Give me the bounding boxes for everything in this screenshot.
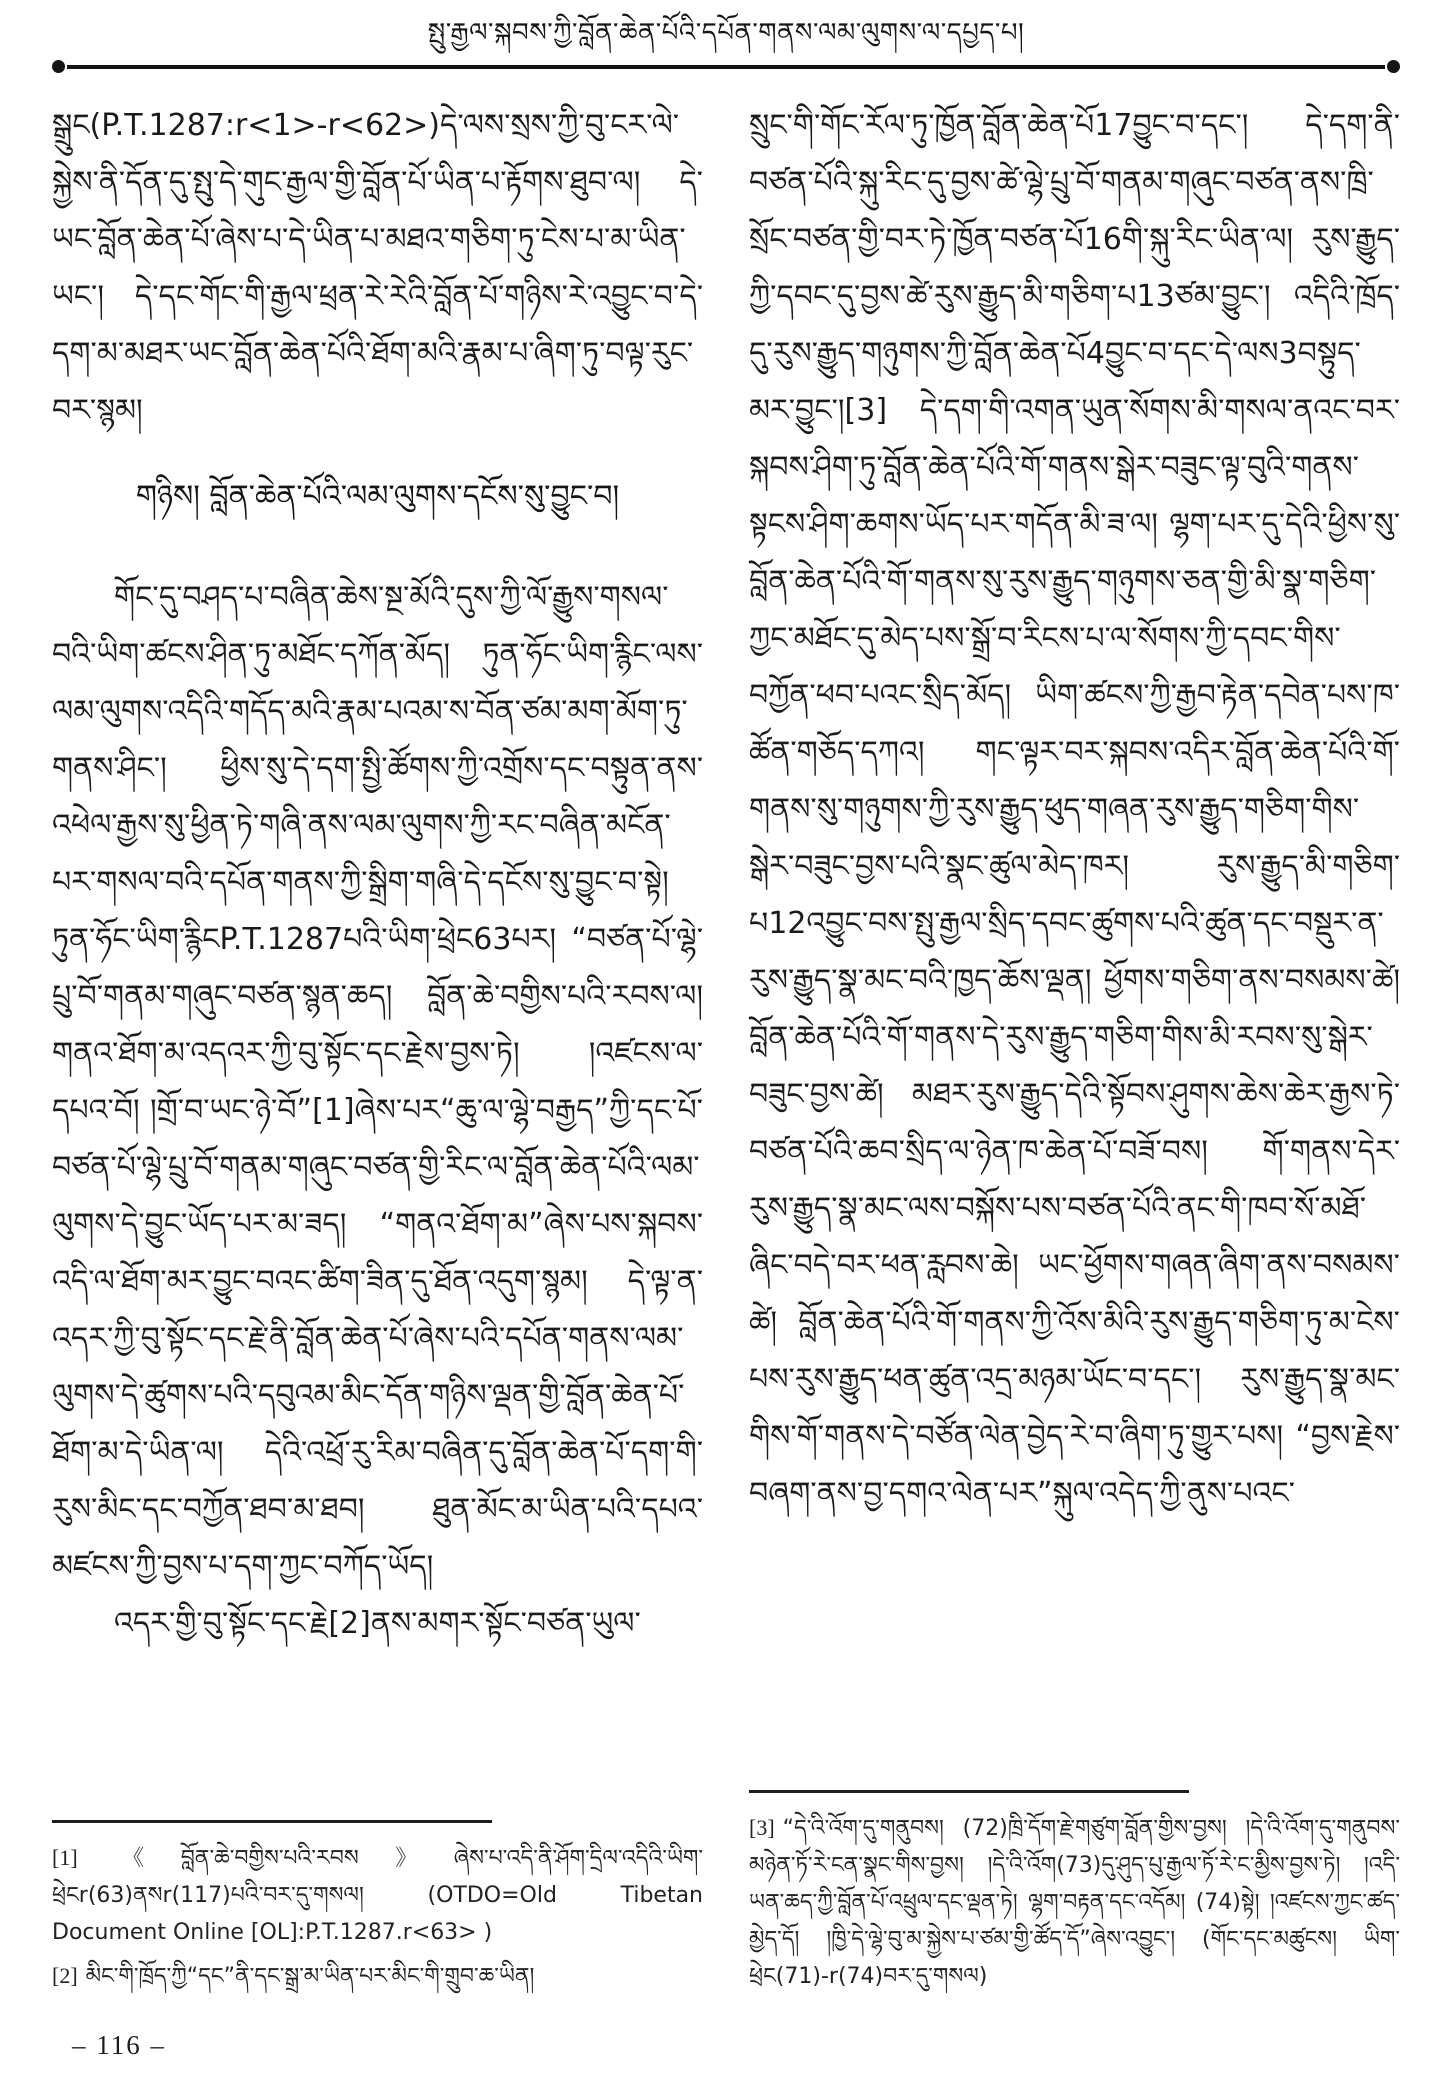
paragraph-3: འདར་གྱི་བུ་སྟོང་དང་རྗེ[2]ནས་མགར་སྟོང་བཙན་ཡུལ་ <box>114 1606 641 1641</box>
page-title: སྤུ་རྒྱལ་སྐབས་ཀྱི་བློན་ཆེན་པོའི་དཔོན་གནས་ལམ་ལུགས་ལ་དཔྱད་པ། <box>427 18 1025 48</box>
footnote-1-text: 《བློན་ཆེ་བགྱིས་པའི་རབས》ཞེས་པ་འདི་ནི་ཤོག་དྲིལ་འདིའི་ཡིག་ཕྲེངr(63)ནསr(117)པའི་བར་དུ་གསལ། (OTDO=Old Tibetan Document Online [OL]:P.T.1287.r<63> ) <box>52 1846 703 1945</box>
rule-left-dot <box>52 60 65 73</box>
right-footnotes <box>749 1790 1400 2027</box>
footnote-3 <box>749 1809 1400 1995</box>
page-header <box>52 16 1400 73</box>
paragraph-2: གོང་དུ་བཤད་པ་བཞིན་ཆེས་སྔ་མོའི་དུས་ཀྱི་ལོ་རྒྱུས་གསལ་བའི་ཡིག་ཚངས་ཤིན་ཏུ་མཐོང་དཀོན་མོད། ཏུན་ཧོང་ཡིག་རྙིང་ལས་ལམ་ལུགས་འདིའི་གདོད་མའི་རྣམ་པའམ་ས་བོན་ཙམ་མག་མོག་ཏུ་གནས་ཤིང་། ཕྱིས་སུ་དེ་དག་སྤྱི་ཚོགས་ཀྱི་འགྲོས་དང་བསྟུན་ནས་འཕེལ་རྒྱས་སུ་ཕྱིན་ཏེ་གཞི་ནས་ལམ་ལུགས་ཀྱི་རང་བཞིན་མངོན་པར་གསལ་བའི་དཔོན་གནས་ཀྱི་སྒྲིག་གཞི་དེ་དངོས་སུ་བྱུང་བ་སྟེ། ཏུན་ཧོང་ཡིག་རྙིངP.T.1287པའི་ཡིག་ཕྲེང63པར། “བཙན་པོ་ལྷེ་པྲུ་བོ་གནམ་གཞུང་བཙན་སྙན་ཆད། བློན་ཆེ་བགྱིས་པའི་རབས་ལ། གནའ་ཐོག་མ་འདའར་ཀྱི་བུ་སྟོང་དང་རྗེས་བྱས་ཏེ། །འཛངས་ལ་དཔའ་བོ། །གྲོ་བ་ཡང་ཉེ་བོ”[1]ཞེས་པར“ཆུ་ལ་ལྷེ་བརྒྱད”ཀྱི་དང་པོ་བཙན་པོ་ལྷེ་པྲུ་བོ་གནམ་གཞུང་བཙན་གྱི་རིང་ལ་བློན་ཆེན་པོའི་ལམ་ལུགས་དེ་བྱུང་ཡོད་པར་མ་ཟད། “གནའ་ཐོག་མ”ཞེས་པས་སྐབས་འདི་ལ་ཐོག་མར་བྱུང་བའང་ཚིག་ཟིན་དུ་ཐོན་འདུག་སྙམ། དེ་ལྟ་ན་འདར་ཀྱི་བུ་སྟོང་དང་རྗེ་ནི་བློན་ཆེན་པོ་ཞེས་པའི་དཔོན་གནས་ལམ་ལུགས་དེ་ཚུགས་པའི་དབུའམ་མིང་དོན་གཉིས་ལྡན་གྱི་བློན་ཆེན་པོ་ཐོག་མ་དེ་ཡིན་ལ། དེའི་འཕྲོ་རུ་རིམ་བཞིན་དུ་བློན་ཆེན་པོ་དག་གི་རུས་མིང་དང་བཀྱོན་ཐབ་མ་ཐབ། ཐུན་མོང་མ་ཡིན་པའི་དཔའ་མཛངས་ཀྱི་བྱས་པ་དག་ཀྱང་བཀོད་ཡོད། <box>52 580 703 1584</box>
paragraph-continuation: སྒྲུང(P.T.1287:r<1>-r<62>)དེ་ལས་སྲས་ཀྱི་བུ་ངར་ལེ་སྐྱེས་ནི་དོན་དུ་སྤུ་དེ་གུང་རྒྱལ་གྱི་བློན་པོ་ཡིན་པ་རྟོགས་ཐུབ་ལ། དེ་ཡང་བློན་ཆེན་པོ་ཞེས་པ་དེ་ཡིན་པ་མཐའ་གཅིག་ཏུ་ངེས་པ་མ་ཡིན་ཡང་། དེ་དང་གོང་གི་རྒྱལ་ཕྲན་རེ་རེའི་བློན་པོ་གཉིས་རེ་འབྱུང་བ་དེ་དག་མ་མཐར་ཡང་བློན་ཆེན་པོའི་ཐོག་མའི་རྣམ་པ་ཞིག་ཏུ་བལྟ་རུང་བར་སྙམ། <box>52 108 703 428</box>
footnote-3-text: “དེ་འི་འོག་དུ་གནུབས། (72)ཁྲི་དོག་རྗེ་གཙུག་བློན་གྱིས་བྱས། །དེ་འི་འོག་དུ་གནུབས་མཉེན་ཏོ་རེ་ངན་སྣང་གིས་བྱས། །དེ་འི་འོག(73)དུ་ཤུད་པུ་རྒྱལ་ཏོ་རེ་ང་མྱིས་བྱས་ཏེ། །འདི་ཡན་ཆད་ཀྱི་བློན་པོ་འཕྲུལ་དང་ལྡན་ཏེ། ལྷག་བརྟན་དང་འདོམ། (74)སྟེ། །འཛངས་ཀྱང་ཚད་མྱེད་དོ། །ཁྱི་དེ་ལྷེ་བུ་མ་སྐྱེས་པ་ཙམ་གྱི་ཚོད་དོ”ཞེས་འབྱུང་། (གོང་དང་མཚུངས། ཡིག་ཕྲེང(71)-r(74)བར་དུ་གསལ) <box>749 1816 1400 1989</box>
page-number: – 116 – <box>72 2030 166 2060</box>
footnote-2 <box>52 1957 703 1995</box>
right-column <box>749 97 1400 2027</box>
left-footnotes <box>52 1820 703 2027</box>
footnote-1-marker: [1] <box>52 1845 78 1870</box>
two-column-body <box>52 97 1400 2027</box>
footnote-2-marker: [2] <box>52 1963 78 1988</box>
header-rule <box>52 60 1400 73</box>
footnote-3-marker: [3] <box>749 1815 775 1840</box>
footnote-divider-left <box>52 1820 492 1823</box>
section-heading: གཉིས། བློན་ཆེན་པོའི་ལམ་ལུགས་དངོས་སུ་བྱུང་བ། <box>135 479 620 514</box>
footnote-2-text: མིང་གི་ཁྲོད་ཀྱི“དང”ནི་དང་སྒྲ་མ་ཡིན་པར་མིང་གི་གྲུབ་ཆ་ཡིན། <box>85 1964 535 1989</box>
left-column <box>52 97 703 2027</box>
footnote-1 <box>52 1839 703 1951</box>
paragraph-right-continuation: སྲུང་གི་གོང་རོལ་ཏུ་ཁྱོན་བློན་ཆེན་པོ17བྱུང་བ་དང་། དེ་དག་ནི་བཙན་པོའི་སྐུ་རིང་དུ་བྱས་ཚེ་ལྷེ་པྲུ་བོ་གནམ་གཞུང་བཙན་ནས་ཁྲི་སྲོང་བཙན་གྱི་བར་ཏེ་ཁྱོན་བཙན་པོ16གི་སྐུ་རིང་ཡིན་ལ། རུས་རྒྱུད་ཀྱི་དབང་དུ་བྱས་ཚེ་རུས་རྒྱུད་མི་གཅིག་པ13ཙམ་བྱུང་། འདིའི་ཁྲོད་དུ་རུས་རྒྱུད་གཉུགས་ཀྱི་བློན་ཆེན་པོ4བྱུང་བ་དང་དེ་ལས3བསྟུད་མར་བྱུང་།[3] དེ་དག་གི་འགན་ཡུན་སོགས་མི་གསལ་ནའང་བར་སྐབས་ཤིག་ཏུ་བློན་ཆེན་པོའི་གོ་གནས་སྒེར་བཟུང་ལྟ་བུའི་གནས་སྟངས་ཤིག་ཆགས་ཡོད་པར་གདོན་མི་ཟ་ལ། ལྷག་པར་དུ་དེའི་ཕྱིས་སུ་བློན་ཆེན་པོའི་གོ་གནས་སུ་རུས་རྒྱུད་གཉུགས་ཅན་གྱི་མི་སྣ་གཅིག་ཀྱང་མཐོང་དུ་མེད་པས་སྒྲོ་བ་རིངས་པ་ལ་སོགས་ཀྱི་དབང་གིས་བཀྱོན་ཕབ་པའང་སྲིད་མོད། ཡིག་ཚངས་ཀྱི་རྒྱབ་རྟེན་དབེན་པས་ཁ་ཚོན་གཅོད་དཀའ། གང་ལྟར་བར་སྐབས་འདིར་བློན་ཆེན་པོའི་གོ་གནས་སུ་གཉུགས་ཀྱི་རུས་རྒྱུད་ཕུད་གཞན་རུས་རྒྱུད་གཅིག་གིས་སྒེར་བཟུང་བྱས་པའི་སྣང་ཚུལ་མེད་ཁར། རུས་རྒྱུད་མི་གཅིག་པ12འབྱུང་བས་སྤུ་རྒྱལ་སྲིད་དབང་ཚུགས་པའི་ཚུན་དང་བསྡུར་ན་རུས་རྒྱུད་སྣ་མང་བའི་ཁྱད་ཆོས་ལྡན། ཕྱོགས་གཅིག་ནས་བསམས་ཚེ། བློན་ཆེན་པོའི་གོ་གནས་དེ་རུས་རྒྱུད་གཅིག་གིས་མི་རབས་སུ་སྒེར་བཟུང་བྱས་ཚེ། མཐར་རུས་རྒྱུད་དེའི་སྟོབས་ཤུགས་ཆེས་ཆེར་རྒྱས་ཏེ་བཙན་པོའི་ཆབ་སྲིད་ལ་ཉེན་ཁ་ཆེན་པོ་བཟོ་བས། གོ་གནས་དེར་རུས་རྒྱུད་སྣ་མང་ལས་བསྐོས་པས་བཙན་པོའི་ནང་གི་ཁབ་སོ་མཐོ་ཞིང་བདེ་བར་ཕན་རླབས་ཆེ། ཡང་ཕྱོགས་གཞན་ཞིག་ནས་བསམས་ཚེ། བློན་ཆེན་པོའི་གོ་གནས་ཀྱི་འོས་མིའི་རུས་རྒྱུད་གཅིག་ཏུ་མ་ངེས་པས་རུས་རྒྱུད་ཕན་ཚུན་འདྲ་མཉམ་ཡོང་བ་དང་། རུས་རྒྱུད་སྣ་མང་གིས་གོ་གནས་དེ་བཙོན་ལེན་བྱེད་རེ་བ་ཞིག་ཏུ་གྱུར་པས། “བྱས་རྗེས་བཞག་ནས་བྱ་དགའ་ལེན་པར”སྐུལ་འདེད་ཀྱི་ནུས་པའང་ <box>749 108 1400 1511</box>
rule-right-dot <box>1387 60 1400 73</box>
footnote-divider-right <box>749 1790 1189 1793</box>
rule-line <box>67 65 1385 69</box>
